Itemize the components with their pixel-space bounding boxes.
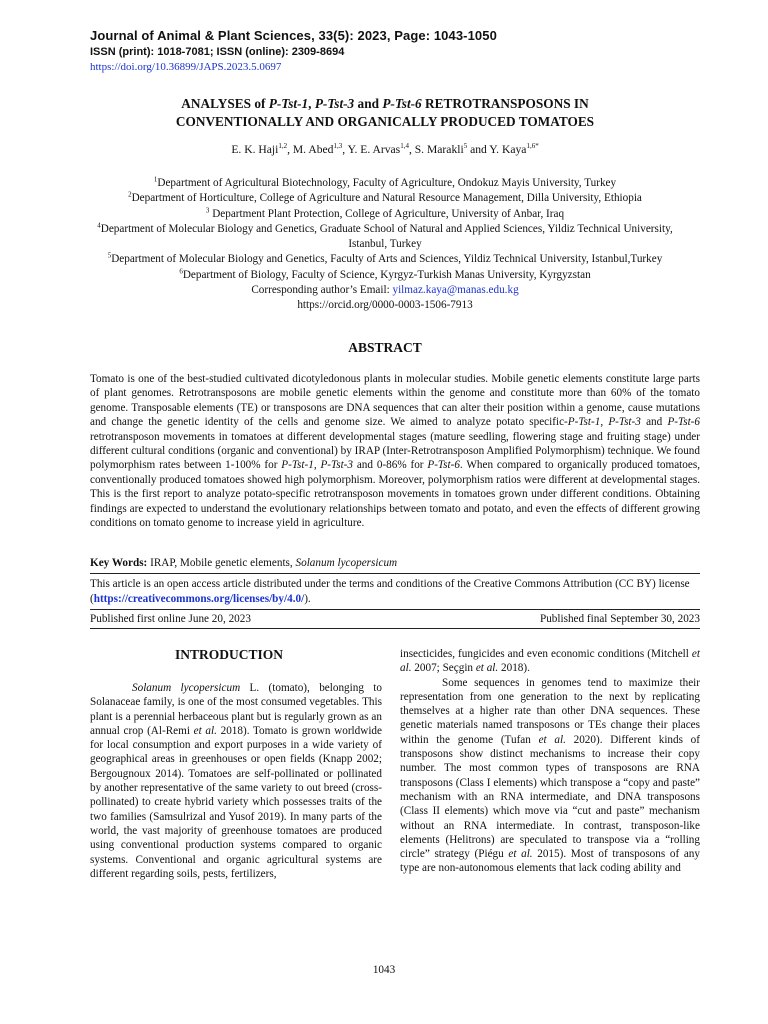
intro-paragraph: [400, 647, 700, 676]
title-element-3: P-Tst-3: [314, 96, 355, 111]
author-sup: 5: [463, 142, 468, 151]
title-text: ANALYSES of: [181, 96, 269, 111]
email-link[interactable]: yilmaz.kaya@manas.edu.kg: [392, 284, 519, 297]
abstract-text: Tomato is one of the best-studied cultivated dicotyledonous plants in molecular studies. Mobile genetic elements constitute large parts of plant genomes. Retrotransposons are mobile genetic elements within the genome and constitute more than 60% of the tomato genome. Transposable elements (TE) or transposons are DNA sequences that can alter their position within a genome, cause mutations and change the genetic identity of the cells and genome size. We aimed to analyze potato specific-: [90, 373, 700, 429]
email-label: Corresponding author’s Email:: [251, 284, 393, 297]
issn-line: ISSN (print): 1018-7081; ISSN (online): 2309-8694: [90, 46, 345, 58]
abstract-text: . When compared to organically produced tomatoes, conventionally produced tomatoes showed high polymorphism. Moreover, polymorphism ratios were different at developmental stages. This is the first report to analyze potato-specific retrotransposon movements in tomatoes grown under different conditions. Obtaining findings are expected to understand the evolutionary relationships between tomato and potato, and even the effects of different growing conditions on tomato genome to increase yield in agriculture.: [90, 459, 700, 530]
affil-text: Department of Horticulture, College of Agriculture and Natural Resource Management, Dilla University, Ethiopia: [131, 192, 642, 205]
divider: [90, 628, 700, 629]
title-text: RETROTRANSPOSONS IN: [421, 96, 589, 111]
paper-title: [90, 95, 680, 131]
affiliation-5: [90, 252, 680, 267]
affil-text: Department of Molecular Biology and Genetics, Graduate School of Natural and Applied Sciences, Yildiz Technical University, Istanbul, Turkey: [100, 222, 673, 251]
abstract-italic: P-Tst-6: [667, 416, 701, 429]
abstract-body: [90, 372, 700, 530]
title-line-2: CONVENTIONALLY AND ORGANICALLY PRODUCED TOMATOES: [175, 114, 595, 129]
affiliation-2: [90, 191, 680, 206]
abstract-italic: P-Tst-1, P-Tst-3: [281, 459, 353, 472]
title-element-1: P-Tst-1: [268, 96, 309, 111]
affil-sup: 5: [107, 251, 112, 260]
abstract-text: and 0-86% for: [353, 459, 428, 472]
intro-paragraph: [90, 681, 382, 881]
affiliation-3: [90, 207, 680, 222]
intro-text: insecticides, fungicides and even economic conditions (Mitchell: [400, 648, 692, 660]
affil-sup: 3: [205, 205, 210, 214]
author-sup: 1,6*: [526, 142, 539, 151]
author: Y. E. Arvas: [347, 143, 401, 156]
affil-sup: 4: [97, 221, 101, 230]
keywords-italic: Solanum lycopersicum: [295, 557, 398, 569]
abstract-text: and: [640, 416, 668, 429]
author-sep: and: [467, 143, 490, 156]
affil-text: Department of Molecular Biology and Genetics, Faculty of Arts and Sciences, Yildiz Technical University, Istanbul,Turkey: [111, 253, 663, 266]
open-access-notice: [90, 577, 700, 607]
affil-text: Department Plant Protection, College of Agriculture, University of Anbar, Iraq: [209, 207, 565, 220]
author: S. Marakli: [414, 143, 464, 156]
doi-link[interactable]: https://doi.org/10.36899/JAPS.2023.5.0697: [90, 61, 282, 73]
affiliation-1: [90, 176, 680, 191]
intro-text: 2018).: [498, 662, 530, 675]
affiliations: [90, 176, 680, 314]
intro-text: 2007; Seçgin: [411, 662, 476, 675]
author-sup: 1,4: [400, 142, 409, 151]
introduction-heading: INTRODUCTION: [175, 647, 284, 662]
keywords: [90, 557, 397, 569]
affiliation-4: [90, 222, 680, 253]
author: Y. Kaya: [489, 143, 527, 156]
published-final: Published final September 30, 2023: [539, 613, 700, 625]
intro-text: Some sequences in genomes tend to maximize their representation from one generation to the next by replicating themselves at a higher rate than other DNA sequences. These genetic materials named transposons or TEs change their places within the genome (Tufan: [400, 676, 700, 746]
intro-column-1: [90, 681, 382, 881]
intro-italic: et al.: [400, 648, 700, 675]
oa-text: ).: [304, 593, 311, 605]
corresponding-author: [90, 283, 680, 298]
intro-italic: et al.: [475, 662, 499, 675]
intro-text: 2018). Tomato is grown worldwide for local consumption and export purposes in a wide variety of geographical areas in greenhouses or open fields (Knapp 2002; Bergougnoux 2014). Tomatoes are self-pollinated or pollinated by another representative of the same variety to out breed (cross-pollinated) to create hybrid variety which possesses traits of the two families (Samsulrizal and Yusof 2019). In many parts of the world, the vast majority of greenhouse tomatoes are produced using conventional production systems compared to organic systems. Conventional and organic agricultural systems are different regarding soils, pests, fertilizers,: [90, 724, 382, 880]
author: M. Abed: [292, 143, 334, 156]
intro-italic: et al.: [508, 848, 533, 861]
affil-sup: 6: [179, 267, 183, 276]
intro-text: L. (tomato), belonging to Solanaceae family, is one of the most consumed vegetables. This plant is a perennial herbaceous plant but is regularly grown as an annual crop (Al-Remi: [90, 682, 382, 737]
author-list: E. K. Haji$^{1,2}$, M. Abed$^{1,3}$, Y. E. Arvas$^{1,4}$, S. Marakli$^5$ and Y. Kaya$^{1,6*}$: [231, 142, 539, 156]
affil-sup: 2: [128, 190, 132, 199]
intro-column-2: [400, 647, 700, 876]
title-text: and: [354, 96, 383, 111]
license-link[interactable]: https://creativecommons.org/licenses/by/4.0/: [93, 593, 305, 605]
affil-text: Department of Agricultural Biotechnology, Faculty of Agriculture, Ondokuz Mayis University, Turkey: [157, 177, 617, 189]
affil-sup: 1: [153, 175, 158, 184]
keywords-text: IRAP, Mobile genetic elements,: [147, 557, 296, 569]
author-sup: 1,2: [278, 142, 288, 151]
species-name: Solanum lycopersicum: [132, 682, 241, 694]
page-number: 1043: [372, 964, 396, 976]
intro-text: 2020). Different kinds of transposons show distinct mechanisms to increase their copy number. The most common types of transposons are RNA transposons (Class I elements) which transpose a “copy and paste” mechanism with an RNA intermediate, and DNA transposons (Class II elements) which move via “cut and paste” mechanism without an RNA intermediate. In contrast, transposon-like elements (Helitrons) are speculated to transpose via a “rolling circle” strategy (Piégu: [400, 733, 701, 861]
intro-paragraph: [400, 676, 700, 876]
abstract-italic: P-Tst-1, P-Tst-3: [567, 416, 641, 429]
orcid-link[interactable]: https://orcid.org/0000-0003-1506-7913: [297, 299, 473, 312]
affiliation-6: [90, 268, 680, 283]
abstract-heading: ABSTRACT: [348, 340, 422, 355]
abstract-italic: P-Tst-6: [427, 459, 460, 472]
oa-text: This article is an open access article distributed under the terms and conditions of the Creative Commons Attribution (CC BY) license (: [90, 578, 690, 605]
title-text: ,: [308, 96, 315, 111]
keywords-label: Key Words:: [90, 557, 148, 569]
title-element-6: P-Tst-6: [382, 96, 422, 111]
author-sup: 1,3: [333, 142, 343, 151]
journal-citation: Journal of Animal & Plant Sciences, 33(5): 2023, Page: 1043-1050: [90, 28, 497, 43]
author: E. K. Haji: [231, 143, 279, 156]
abstract-text: retrotransposon movements in tomatoes at different developmental stages (mature seedling, flowering stage and fruiting stage) under different cultural conditions (organic and conventional) by IRAP (Inter-Retrotransposon Amplified Polymorphism) technique. We found polymorphism rates between 1-100% for: [90, 430, 700, 472]
divider: [90, 609, 700, 610]
divider: [90, 573, 700, 574]
intro-italic: et al.: [538, 733, 566, 746]
intro-text: 2015). Most of transposons of any type are non-autonomous elements that lack coding ability and: [400, 848, 700, 875]
published-first: Published first online June 20, 2023: [90, 613, 251, 625]
affil-text: Department of Biology, Faculty of Science, Kyrgyz-Turkish Manas University, Kyrgyzstan: [182, 268, 591, 281]
intro-italic: et al.: [193, 724, 217, 737]
